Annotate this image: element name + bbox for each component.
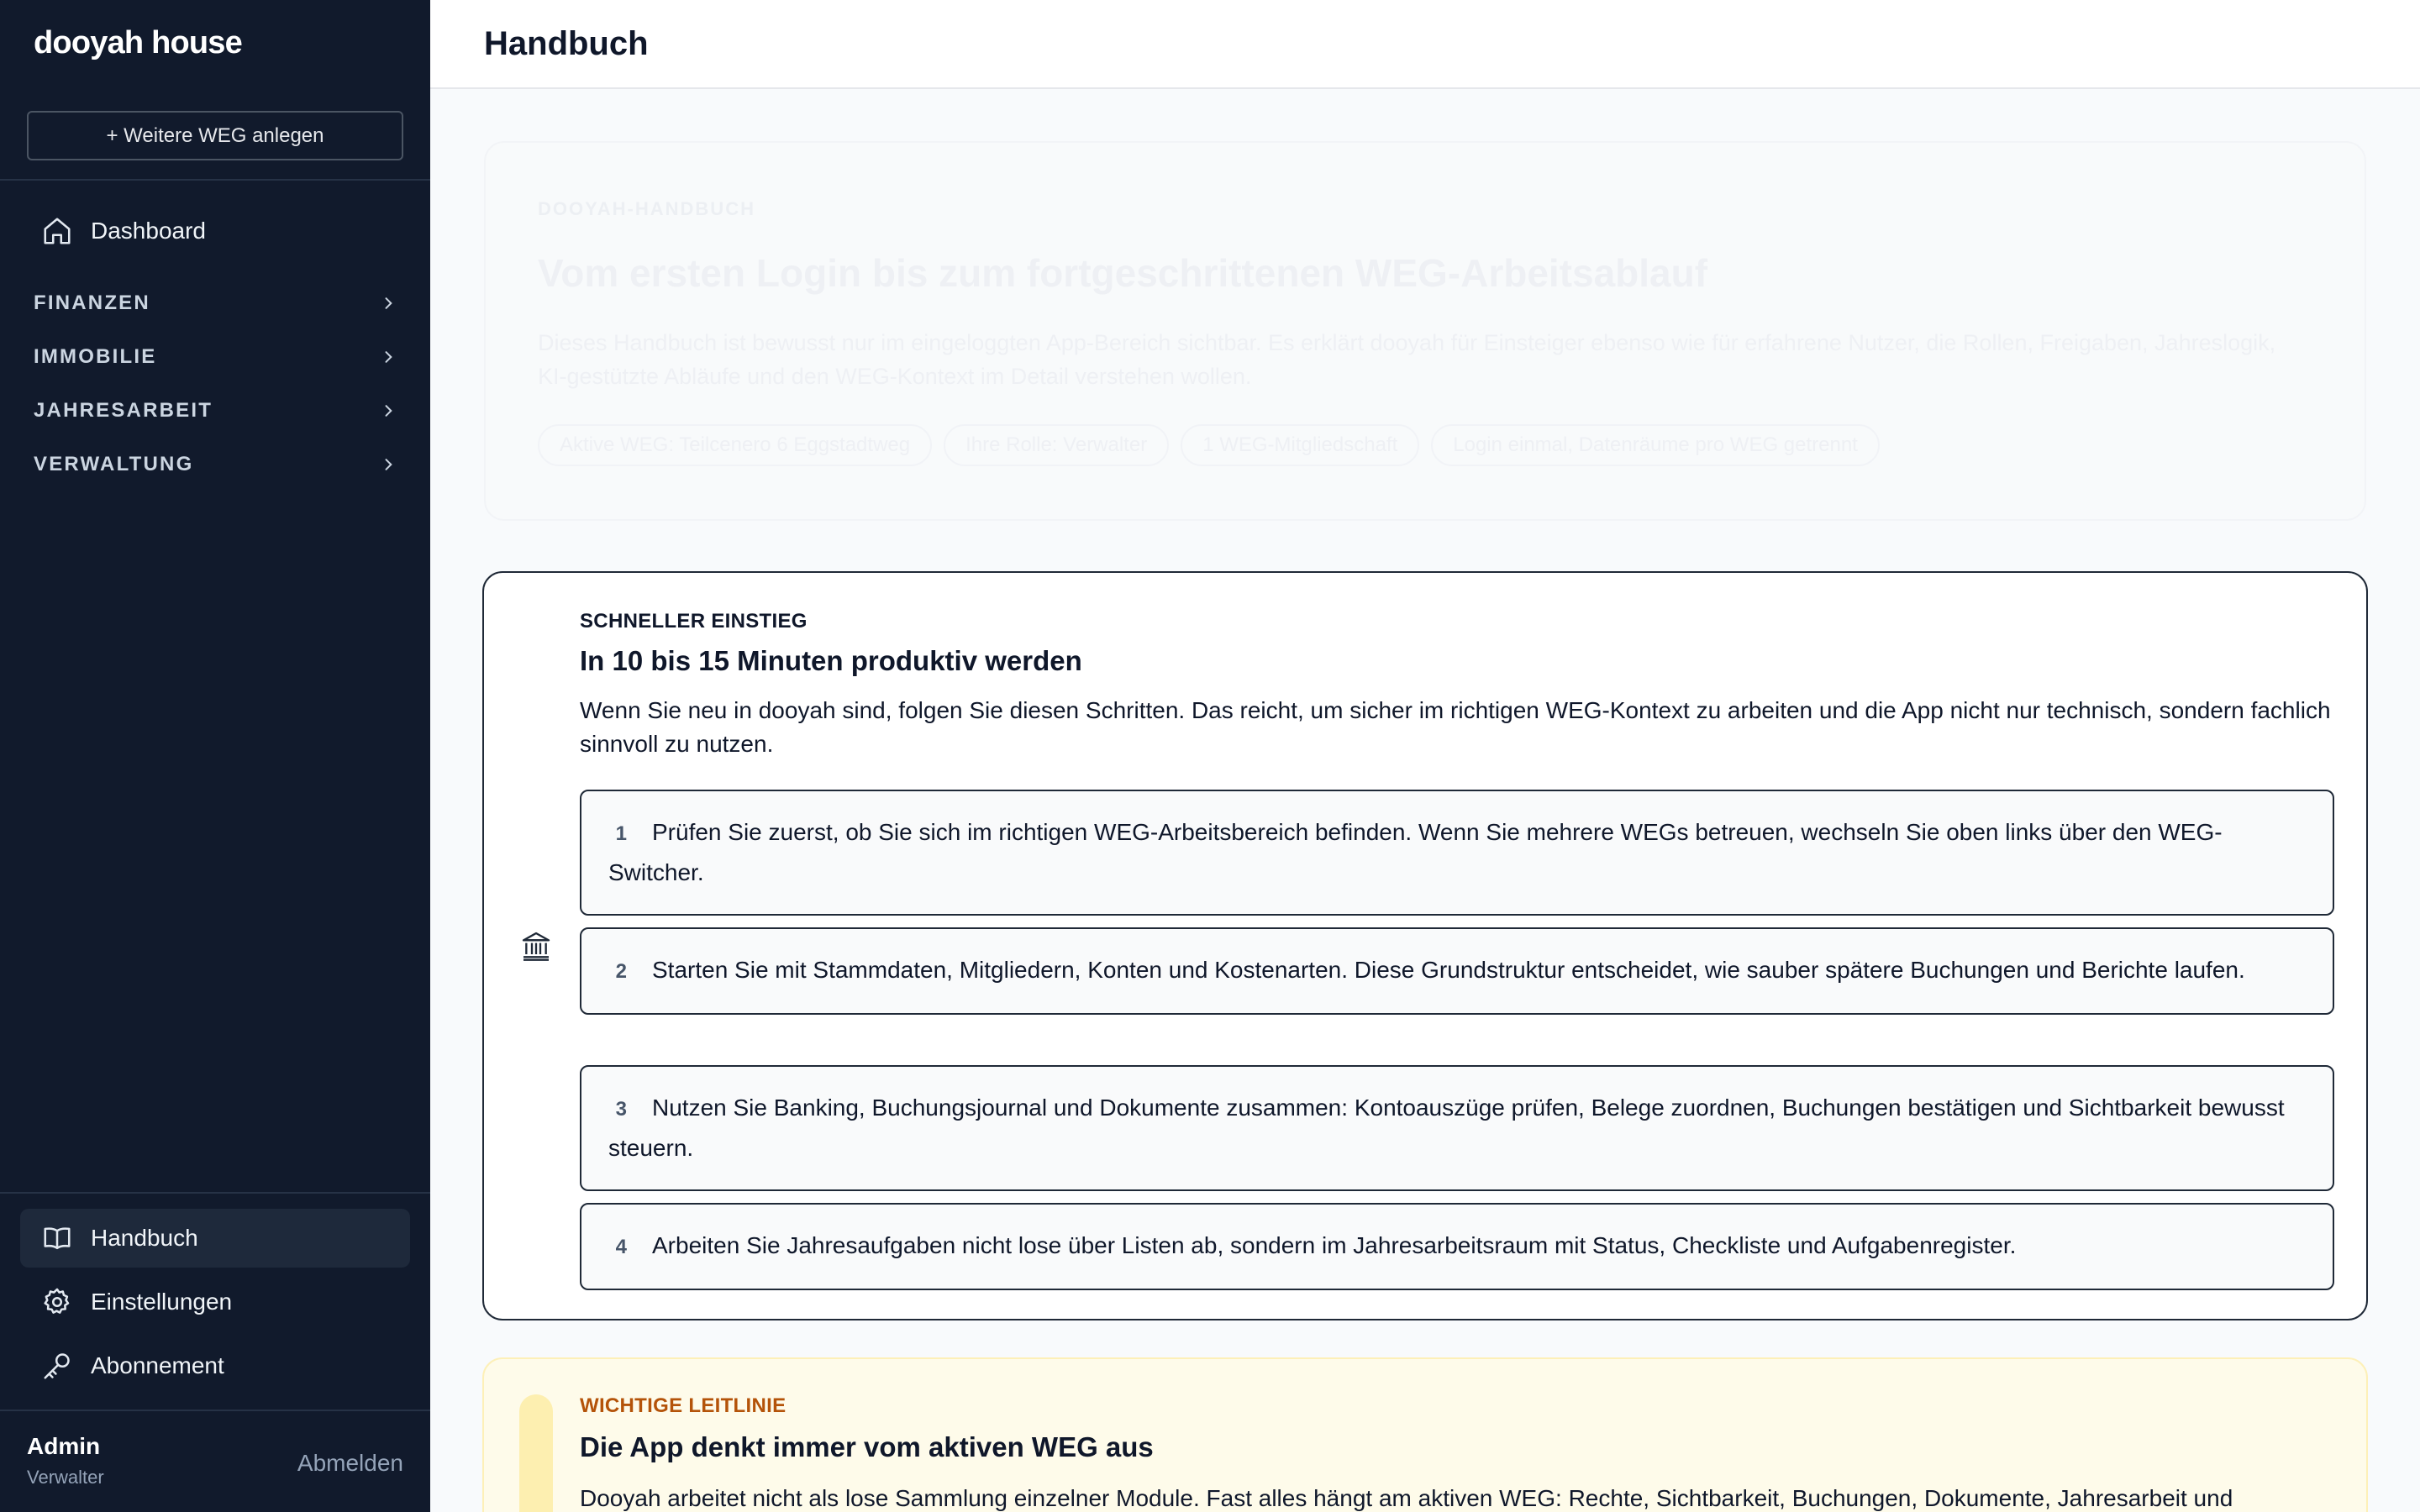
sidebar bbox=[0, 0, 430, 1512]
add-weg-button[interactable]: + Weitere WEG anlegen bbox=[27, 111, 403, 160]
quickstart-card bbox=[482, 571, 2368, 1320]
step-text: Prüfen Sie zuerst, ob Sie sich im richtigen WEG-Arbeitsbereich befinden. Wenn Sie mehrere WEGs betreuen, wechseln Sie oben links über den WEG-Switcher. bbox=[608, 819, 2223, 885]
gear-icon bbox=[40, 1285, 74, 1319]
guideline-text: Dooyah arbeitet nicht als lose Sammlung einzelner Module. Fast alles hängt am aktiven WEG: Rechte, Sichtbarkeit, Buchungen, Dokumente, Jahresarbeit und bbox=[580, 1485, 2233, 1511]
sidebar-item-abonnement[interactable] bbox=[20, 1336, 410, 1395]
sidebar-item-label: Einstellungen bbox=[91, 1289, 233, 1315]
hero-chip: 1 WEG-Mitgliedschaft bbox=[1181, 424, 1419, 466]
key-icon bbox=[40, 1349, 74, 1383]
sidebar-item-label: Abonnement bbox=[91, 1352, 224, 1378]
sidebar-divider bbox=[0, 179, 430, 181]
sidebar-section-label: VERWALTUNG bbox=[34, 453, 194, 475]
sidebar-item-handbuch[interactable] bbox=[20, 1209, 410, 1268]
hero-chip: Login einmal, Datenräume pro WEG getrennt bbox=[1431, 424, 1880, 466]
hero-card bbox=[484, 141, 2366, 521]
sidebar-item-einstellungen[interactable] bbox=[20, 1273, 410, 1331]
chevron-right-icon bbox=[380, 402, 397, 419]
step-number: 4 bbox=[615, 1236, 627, 1258]
sidebar-divider bbox=[0, 1192, 430, 1194]
chevron-right-icon bbox=[380, 349, 397, 365]
user-name: Admin bbox=[27, 1433, 101, 1459]
chevron-right-icon bbox=[380, 456, 397, 473]
sidebar-section-label: FINANZEN bbox=[34, 291, 150, 314]
quickstart-step bbox=[580, 790, 2334, 916]
book-icon bbox=[40, 1221, 74, 1255]
sidebar-item-label: Handbuch bbox=[91, 1225, 198, 1251]
guideline-accent-bar bbox=[519, 1394, 553, 1512]
logout-button[interactable]: Abmelden bbox=[297, 1450, 403, 1476]
building-columns-icon bbox=[519, 929, 553, 963]
sidebar-section-immobilie[interactable] bbox=[34, 339, 397, 375]
sidebar-divider bbox=[0, 1410, 430, 1411]
user-role: Verwalter bbox=[27, 1467, 104, 1488]
hero-title: Vom ersten Login bis zum fortgeschrittenen WEG-Arbeitsablauf bbox=[538, 251, 1708, 295]
step-text: Starten Sie mit Stammdaten, Mitgliedern, Konten und Kostenarten. Diese Grundstruktur entscheidet, wie sauber spätere Buchungen und Berichte laufen. bbox=[652, 957, 2245, 983]
step-text: Nutzen Sie Banking, Buchungsjournal und Dokumente zusammen: Kontoauszüge prüfen, Belege zuordnen, Buchungen bestätigen und Sichtbarkeit bewusst steuern. bbox=[608, 1095, 2285, 1161]
hero-chip: Aktive WEG: Teilcenero 6 Eggstadtweg bbox=[538, 424, 932, 466]
quickstart-step bbox=[580, 1203, 2334, 1290]
quickstart-step bbox=[580, 1065, 2334, 1191]
hero-chip: Ihre Rolle: Verwalter bbox=[944, 424, 1169, 466]
sidebar-section-label: JAHRESARBEIT bbox=[34, 399, 213, 422]
brand-logo[interactable]: dooyah house bbox=[34, 25, 242, 60]
step-text: Arbeiten Sie Jahresaufgaben nicht lose über Listen ab, sondern im Jahresarbeitsraum mit Status, Checkliste und Aufgabenregister. bbox=[652, 1232, 2017, 1258]
step-number: 1 bbox=[615, 822, 627, 845]
hero-chips bbox=[538, 424, 1880, 466]
topbar bbox=[430, 0, 2420, 89]
step-number: 3 bbox=[615, 1098, 627, 1121]
page-title: Handbuch bbox=[484, 25, 649, 62]
sidebar-item-label: Dashboard bbox=[91, 218, 206, 244]
guideline-kicker: WICHTIGE LEITLINIE bbox=[580, 1394, 786, 1417]
sidebar-section-finanzen[interactable] bbox=[34, 285, 397, 322]
home-icon bbox=[40, 214, 74, 248]
quickstart-step bbox=[580, 927, 2334, 1015]
guideline-card bbox=[482, 1357, 2368, 1512]
step-number: 2 bbox=[615, 960, 627, 983]
sidebar-section-label: IMMOBILIE bbox=[34, 345, 157, 368]
quickstart-kicker: SCHNELLER EINSTIEG bbox=[580, 610, 808, 633]
sidebar-item-dashboard[interactable] bbox=[20, 203, 410, 259]
quickstart-text: Wenn Sie neu in dooyah sind, folgen Sie diesen Schritten. Das reicht, um sicher im richtigen WEG-Kontext zu arbeiten und die App nicht nur technisch, sondern fachlich sinnvoll zu nutzen. bbox=[580, 697, 2331, 757]
quickstart-title: In 10 bis 15 Minuten produktiv werden bbox=[580, 645, 1082, 676]
hero-text: Dieses Handbuch ist bewusst nur im eingeloggten App-Bereich sichtbar. Es erklärt dooyah für Einsteiger ebenso wie für erfahrene Nutzer, die Rollen, Freigaben, Jahreslogik, KI-gestützte Abläufe und den WEG-Kontext im Detail verstehen wollen. bbox=[538, 330, 2276, 389]
sidebar-section-verwaltung[interactable] bbox=[34, 446, 397, 483]
chevron-right-icon bbox=[380, 295, 397, 312]
hero-kicker: DOOYAH-HANDBUCH bbox=[538, 198, 755, 219]
sidebar-section-jahresarbeit[interactable] bbox=[34, 392, 397, 429]
guideline-title: Die App denkt immer vom aktiven WEG aus bbox=[580, 1431, 1154, 1462]
